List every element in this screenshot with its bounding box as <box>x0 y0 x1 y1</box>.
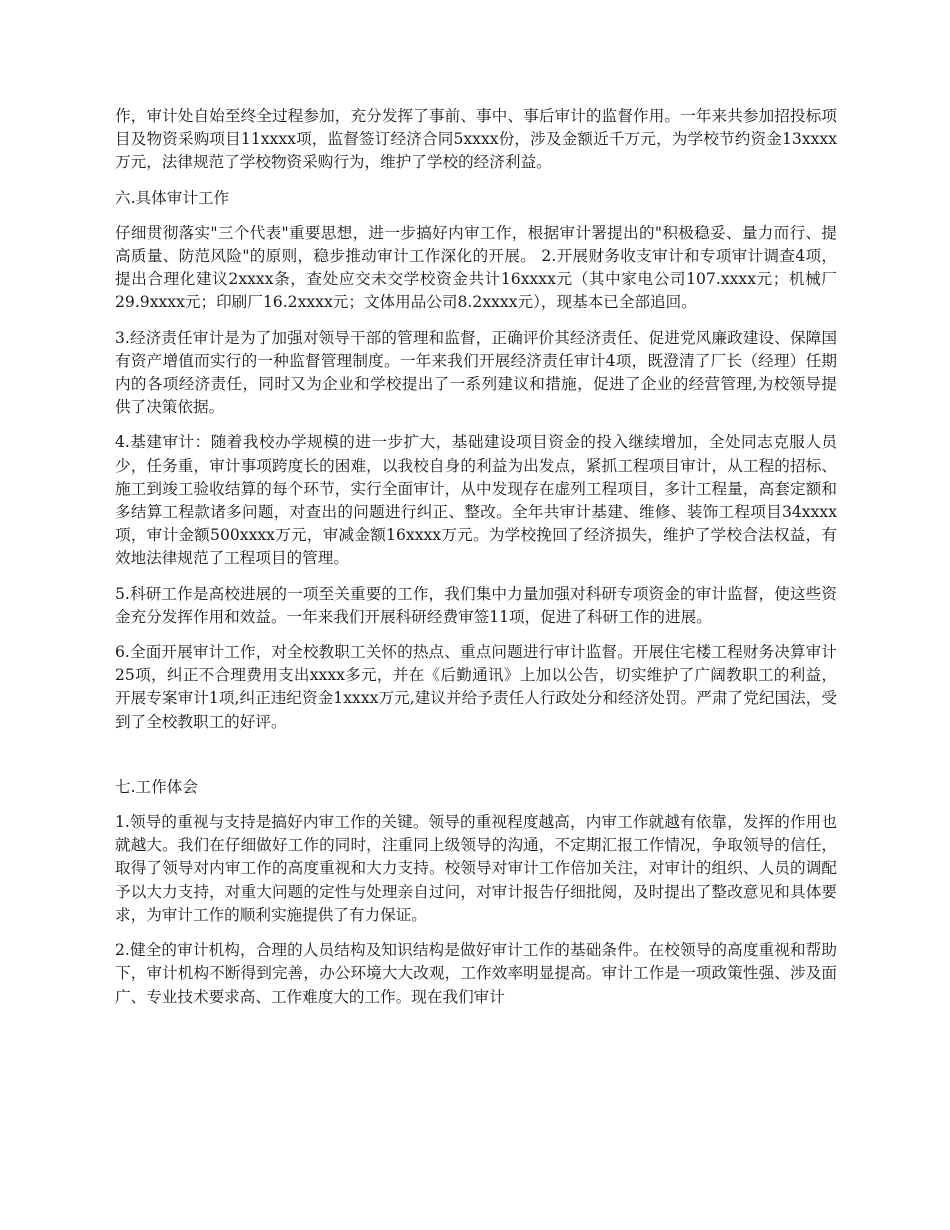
paragraph-7-2: 2.健全的审计机构，合理的人员结构及知识结构是做好审计工作的基础条件。在校领导的高度重视和帮助下，审计机构不断得到完善，办公环境大大改观，工作效率明显提高。审计工作是一项政策性强、涉及面广、专业技术要求高、工作难度大的工作。现在我们审计 <box>115 941 837 1006</box>
section-heading-7: 七.工作体会 <box>115 777 198 796</box>
paragraph-6-5: 5.科研工作是高校进展的一项至关重要的工作，我们集中力量加强对科研专项资金的审计监督，使这些资金充分发挥作用和效益。一年来我们开展科研经费审签11项，促进了科研工作的进展。 <box>115 584 837 626</box>
paragraph-6-1: 仔细贯彻落实"三个代表"重要思想，进一步搞好内审工作，根据审计署提出的"积极稳妥、量力而行、提高质量、防范风险"的原则，稳步推动审计工作深化的开展。 2.开展财务收支审计和专项审计调查4项，提出合理化建议2xxxx条，查处应交未交学校资金共计16xxxx元（其中家电公司107.xxxx元；机械厂29.9xxxx元；印刷厂16.2xxxx元；文体用品公司8.2xxxx元），现基本已全部追回。 <box>115 223 837 312</box>
paragraph-intro: 作，审计处自始至终全过程参加，充分发挥了事前、事中、事后审计的监督作用。一年来共参加招投标项目及物资采购项目11xxxx项，监督签订经济合同5xxxx份，涉及金额近千万元，为学校节约资金13xxxx万元，法律规范了学校物资采购行为，维护了学校的经济利益。 <box>115 107 837 172</box>
paragraph-6-4: 4.基建审计：随着我校办学规模的进一步扩大，基础建设项目资金的投入继续增加，全处同志克服人员少，任务重，审计事项跨度长的困难，以我校自身的利益为出发点，紧抓工程项目审计，从工程的招标、施工到竣工验收结算的每个环节，实行全面审计，从中发现存在虚列工程项目，多计工程量，高套定额和多结算工程款诸多问题，对查出的问题进行纠正、整改。全年共审计基建、维修、装饰工程项目34xxxx项，审计金额500xxxx万元，审减金额16xxxx万元。为学校挽回了经济损失，维护了学校合法权益，有效地法律规范了工程项目的管理。 <box>115 433 837 568</box>
paragraph-6-6: 6.全面开展审计工作，对全校教职工关怀的热点、重点问题进行审计监督。开展住宅楼工程财务决算审计25项，纠正不合理费用支出xxxx多元，并在《后勤通讯》上加以公告，切实维护了广阔教职工的利益，开展专案审计1项,纠正违纪资金1xxxx万元,建议并给予责任人行政处分和经济处罚。严肃了党纪国法，受到了全校教职工的好评。 <box>115 643 837 731</box>
section-spacer <box>115 746 837 776</box>
section-heading-6: 六.具体审计工作 <box>115 188 230 207</box>
paragraph-6-3: 3.经济责任审计是为了加强对领导干部的管理和监督，正确评价其经济责任、促进党风廉政建设、保障国有资产增值而实行的一种监督管理制度。一年来我们开展经济责任审计4项，既澄清了厂长（经理）任期内的各项经济责任，同时又为企业和学校提出了一系列建议和措施，促进了企业的经营管理,为校领导提供了决策依据。 <box>115 328 837 417</box>
document-page <box>115 105 837 1021</box>
paragraph-7-1: 1.领导的重视与支持是搞好内审工作的关键。领导的重视程度越高，内审工作就越有依靠，发挥的作用也就越大。我们在仔细做好工作的同时，注重同上级领导的沟通，不定期汇报工作情况，争取领导的信任，取得了领导对内审工作的高度重视和大力支持。校领导对审计工作倍加关注，对审计的组织、人员的调配予以大力支持，对重大问题的定性与处理亲自过问，对审计报告仔细批阅，及时提出了整改意见和具体要求，为审计工作的顺利实施提供了有力保证。 <box>115 813 837 924</box>
